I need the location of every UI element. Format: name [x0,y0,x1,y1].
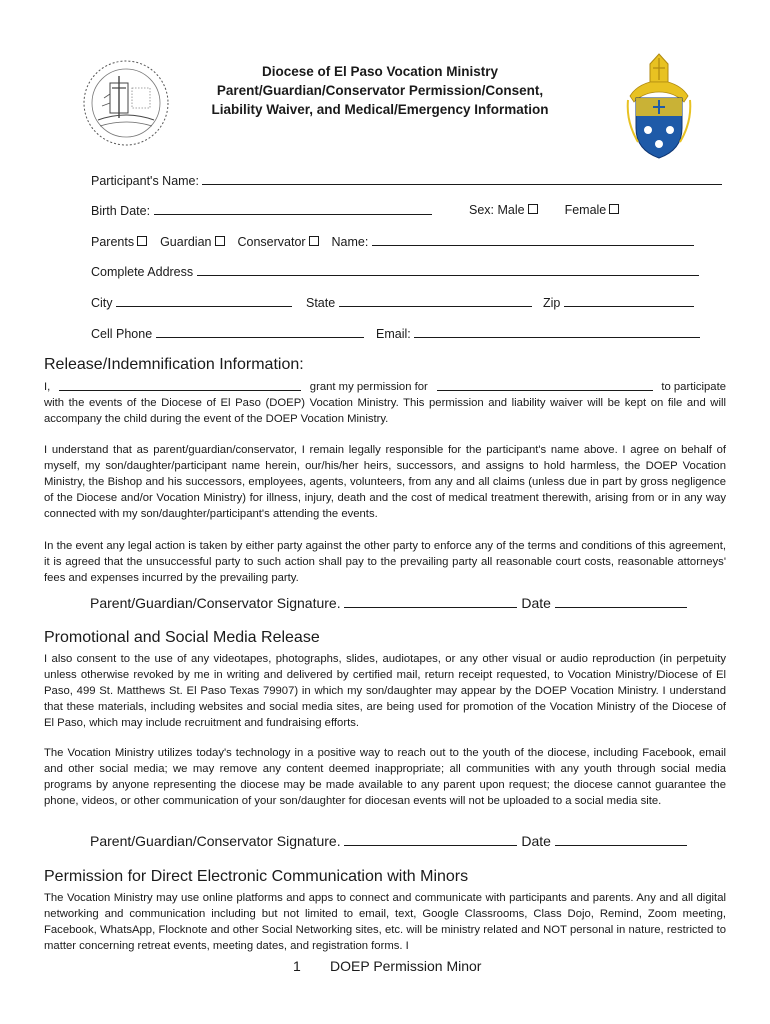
male-checkbox[interactable] [528,204,538,214]
promo-paragraph-2: The Vocation Ministry utilizes today's technology in a positive way to reach out to the youth of the diocese, including Facebook, email and other social media; we may remove any content deemed inappropriate; all communities with any youth through social media programs by anyone representing the diocese may be made available to any parent upon request; the diocese cannot guarantee the phone, videos, or other communication of your son/daughter for diocesan events will not be uploaded to a social media site. [44,747,726,807]
page-number: 1 [293,958,301,974]
city-label: City [91,296,113,310]
release-signature-blank[interactable] [344,594,517,608]
bishop-coat-of-arms-icon [624,52,694,160]
promo-date-label: Date [521,833,551,849]
email-blank[interactable] [414,326,700,338]
conservator-checkbox[interactable] [309,236,319,246]
address-blank[interactable] [197,264,699,276]
birth-date-label: Birth Date: [91,204,151,218]
release-date-label: Date [521,595,551,611]
electronic-paragraph-1: The Vocation Ministry may use online platforms and apps to connect and communicate with participants and parents. Any and all digital networking and communication including but not limited to email, text, Google Classrooms, Class Dojo, Remind, Zoom meeting, Facebook, WhatsApp, Flocknote and other Social Networking sites, etc. will be ministry related and NOT personal in nature, restricted to matter concerning retreat events, meeting dates, and registration forms. I [44,892,726,952]
title-line-2: Parent/Guardian/Conservator Permission/Consent, [216,83,544,98]
release-p1-start: I, [44,381,51,393]
cell-phone-label: Cell Phone [91,327,153,341]
city-blank[interactable] [116,295,292,307]
title-line-1: Diocese of El Paso Vocation Ministry [261,64,499,79]
participant-name-field[interactable] [91,173,722,188]
state-field[interactable] [306,295,532,310]
cell-phone-blank[interactable] [156,326,364,338]
promo-signature-line[interactable] [90,832,687,849]
guardian-full-name-blank[interactable] [59,379,301,391]
cell-phone-field[interactable] [91,326,364,341]
city-field[interactable] [91,295,292,310]
zip-label: Zip [543,296,561,310]
birth-date-field[interactable] [91,203,432,218]
participant-name-label: Participant's Name: [91,174,199,188]
female-label: Female [564,203,607,217]
email-label: Email: [376,327,411,341]
address-field[interactable] [91,264,699,279]
participant-name-blank[interactable] [202,173,722,185]
footer-doc-name: DOEP Permission Minor [330,958,482,974]
promo-paragraph-1: I also consent to the use of any videotapes, photographs, slides, audiotapes, or any other visual or audio reproduction (in perpetuity unless otherwise revoked by me in writing and delivered by certified mail, return receipt requested, to Vocation Ministry/Diocese of El Paso, 499 St. Matthews St. El Paso Texas 79907) in which my son/daughter may appear by the DOEP Vocation Ministry. I understand that these materials, including websites and social media sites, are being used for promotion of the Vocation Ministry of the Diocese of El Paso, which may include recruitment and fundraising efforts. [44,653,726,729]
title-line-3: Liability Waiver, and Medical/Emergency Information [211,102,549,117]
release-paragraph-2: I understand that as parent/guardian/conservator, I remain legally responsible for the participant's name above. I agree on behalf of myself, my son/daughter/participant name herein, our/his/her heirs, successors, and assigns to hold harmless, the DOEP Vocation Ministry, the Bishop and his successors, employees, agents, volunteers, from any and all claims (unless due in part by gross negligence of the Diocese and/or Vocation Ministry) for illness, injury, death and the cost of medical treatment therewith, arising from or in any way connected with my son/daughter/participant's attending the events. [44,444,726,520]
promo-signature-label: Parent/Guardian/Conservator Signature. [90,833,341,849]
guardian-label: Guardian [160,235,212,249]
release-signature-line[interactable] [90,594,687,611]
state-label: State [306,296,336,310]
release-paragraph-1 [44,379,726,427]
promo-date-blank[interactable] [555,832,687,846]
zip-blank[interactable] [564,295,694,307]
parents-checkbox[interactable] [137,236,147,246]
state-blank[interactable] [339,295,532,307]
promo-signature-blank[interactable] [344,832,517,846]
release-heading: Release/Indemnification Information: [44,356,304,373]
release-p1-rest: with the events of the Diocese of El Paso (DOEP) Vocation Ministry. This permission and liability waiver will be kept on file and will accompany the child during the event of the DOEP Vocation Ministry. [44,397,726,425]
sex-label: Sex: [469,203,495,217]
guardian-checkbox[interactable] [215,236,225,246]
diocese-seal-icon [80,48,172,158]
guardian-name-blank[interactable] [372,234,694,246]
relationship-field[interactable] [91,234,694,249]
guardian-name-label: Name: [331,235,369,249]
address-label: Complete Address [91,265,194,279]
zip-field[interactable] [543,295,694,310]
parents-label: Parents [91,235,135,249]
female-checkbox[interactable] [609,204,619,214]
release-paragraph-3: In the event any legal action is taken by either party against the other party to enforce any of the terms and conditions of this agreement, it is agreed that the unsuccessful party to such action shall pay to the prevailing party all reasonable court costs, reasonable attorneys' fees and expenses incurred by the prevailing party. [44,540,726,584]
promo-heading: Promotional and Social Media Release [44,629,320,646]
release-date-blank[interactable] [555,594,687,608]
document-title [180,62,580,119]
release-signature-label: Parent/Guardian/Conservator Signature. [90,595,341,611]
male-label: Male [497,203,525,217]
release-p1-mid: grant my permission for [309,381,428,393]
sex-field[interactable] [469,203,619,217]
conservator-label: Conservator [237,235,306,249]
birth-date-blank[interactable] [154,203,432,215]
electronic-heading: Permission for Direct Electronic Communication with Minors [44,868,469,885]
email-field[interactable] [376,326,700,341]
release-p1-end: to participate [661,381,726,393]
participant-full-name-blank[interactable] [437,379,653,391]
